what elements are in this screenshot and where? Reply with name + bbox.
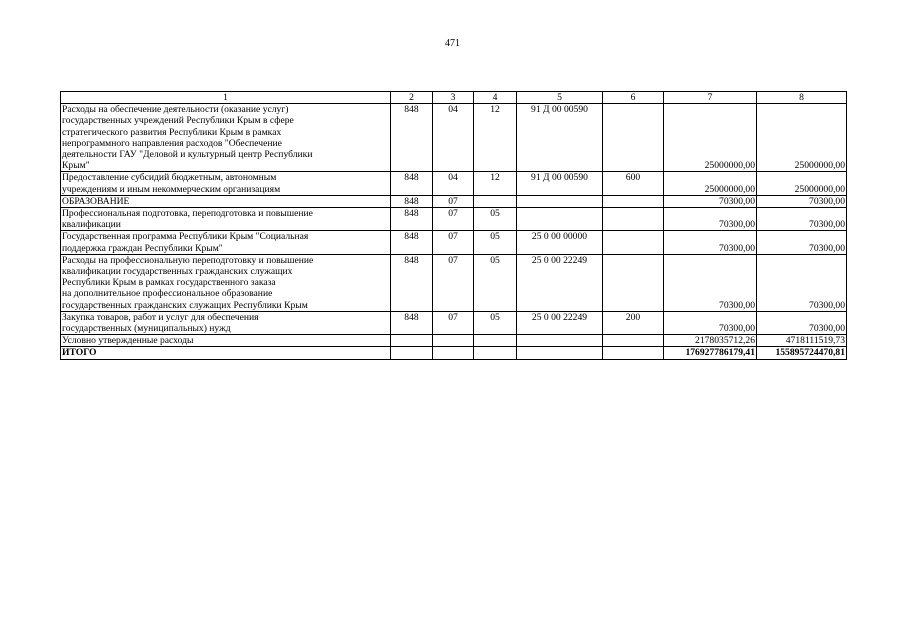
- expense-name-cell: [61, 254, 391, 311]
- section-cell: [433, 347, 474, 359]
- amount-year-1-cell: 25000000,00: [664, 104, 757, 172]
- expense-name-line: квалификации государственных гражданских служащих: [62, 266, 293, 278]
- expense-name-line: Республики Крым в рамках государственного заказа: [62, 277, 276, 289]
- subsection-cell: 12: [474, 104, 517, 172]
- amount-year-1-cell: 70300,00: [664, 231, 757, 254]
- target-article-cell: 25 0 00 22249: [517, 254, 603, 311]
- publisher-code-cell: 848: [391, 195, 433, 207]
- expense-name-cell: [61, 335, 391, 347]
- expense-name-line: стратегического развития Республики Крым в рамках: [62, 126, 282, 138]
- amount-year-2-cell: 25000000,00: [757, 104, 847, 172]
- amount-year-1-cell: 70300,00: [664, 254, 757, 311]
- expense-name-line: государственных гражданских служащих Республики Крым: [62, 299, 308, 311]
- expense-name-line: Расходы на профессиональную переподготовку и повышение: [62, 254, 314, 266]
- column-number-6: 6: [603, 92, 664, 104]
- amount-year-2-cell: 4718111519,73: [757, 335, 847, 347]
- expense-type-cell: [603, 231, 664, 254]
- subsection-cell: 05: [474, 208, 517, 231]
- expense-name-line: ОБРАЗОВАНИЕ: [62, 195, 130, 207]
- expense-name-line: Закупка товаров, работ и услуг для обеспечения: [62, 311, 259, 323]
- target-article-cell: [517, 195, 603, 207]
- table-row: [61, 347, 847, 359]
- section-cell: 07: [433, 195, 474, 207]
- amount-year-2-cell: 70300,00: [757, 311, 847, 334]
- expense-name-line: на дополнительное профессиональное образование: [62, 288, 273, 300]
- amount-year-2-cell: 70300,00: [757, 208, 847, 231]
- expense-type-cell: [603, 104, 664, 172]
- target-article-cell: 91 Д 00 00590: [517, 104, 603, 172]
- target-article-cell: [517, 335, 603, 347]
- table-row: [61, 104, 847, 172]
- table-row: [61, 311, 847, 334]
- expense-type-cell: [603, 208, 664, 231]
- target-article-cell: [517, 347, 603, 359]
- table-row: [61, 172, 847, 195]
- amount-year-2-cell: 70300,00: [757, 254, 847, 311]
- publisher-code-cell: [391, 347, 433, 359]
- budget-table: [60, 91, 847, 360]
- subsection-cell: [474, 195, 517, 207]
- expense-name-line: государственных учреждений Республики Крым в сфере: [62, 115, 294, 127]
- expense-name-cell: [61, 311, 391, 334]
- amount-year-2-cell: 70300,00: [757, 195, 847, 207]
- table-row: [61, 195, 847, 207]
- publisher-code-cell: [391, 335, 433, 347]
- amount-year-1-cell: 25000000,00: [664, 172, 757, 195]
- publisher-code-cell: 848: [391, 208, 433, 231]
- subsection-cell: 05: [474, 311, 517, 334]
- expense-name-line: государственных (муниципальных) нужд: [62, 323, 231, 335]
- column-number-3: 3: [433, 92, 474, 104]
- subsection-cell: [474, 335, 517, 347]
- expense-name-line: Условно утвержденные расходы: [62, 335, 194, 347]
- table-row: [61, 231, 847, 254]
- expense-type-cell: [603, 347, 664, 359]
- amount-year-2-cell: 155895724470,81: [757, 347, 847, 359]
- expense-type-cell: 600: [603, 172, 664, 195]
- column-number-2: 2: [391, 92, 433, 104]
- table-body: [61, 92, 847, 360]
- expense-type-cell: [603, 195, 664, 207]
- publisher-code-cell: 848: [391, 172, 433, 195]
- section-cell: 07: [433, 208, 474, 231]
- subsection-cell: [474, 347, 517, 359]
- amount-year-1-cell: 70300,00: [664, 195, 757, 207]
- column-number-8: 8: [757, 92, 847, 104]
- expense-name-line: Крым": [62, 160, 90, 172]
- section-cell: 07: [433, 254, 474, 311]
- expense-name-cell: [61, 231, 391, 254]
- subsection-cell: 05: [474, 231, 517, 254]
- publisher-code-cell: 848: [391, 254, 433, 311]
- target-article-cell: 25 0 00 22249: [517, 311, 603, 334]
- expense-name-line: поддержка граждан Республики Крым": [62, 242, 223, 254]
- expense-name-cell: [61, 172, 391, 195]
- publisher-code-cell: 848: [391, 231, 433, 254]
- amount-year-2-cell: 70300,00: [757, 231, 847, 254]
- column-number-row: [61, 92, 847, 104]
- column-number-5: 5: [517, 92, 603, 104]
- expense-name-line: квалификации: [62, 219, 121, 231]
- expense-name-cell: [61, 208, 391, 231]
- section-cell: 04: [433, 172, 474, 195]
- publisher-code-cell: 848: [391, 311, 433, 334]
- page-number: 471: [445, 38, 460, 49]
- amount-year-2-cell: 25000000,00: [757, 172, 847, 195]
- publisher-code-cell: 848: [391, 104, 433, 172]
- subsection-cell: 12: [474, 172, 517, 195]
- column-number-7: 7: [664, 92, 757, 104]
- expense-type-cell: [603, 254, 664, 311]
- table-row: [61, 335, 847, 347]
- section-cell: 07: [433, 231, 474, 254]
- amount-year-1-cell: 176927786179,41: [664, 347, 757, 359]
- expense-name-cell: [61, 347, 391, 359]
- column-number-4: 4: [474, 92, 517, 104]
- expense-name-cell: [61, 195, 391, 207]
- section-cell: 04: [433, 104, 474, 172]
- expense-name-line: Предоставление субсидий бюджетным, автономным: [62, 172, 277, 184]
- expense-name-line: учреждениям и иным некоммерческим организациям: [62, 183, 281, 195]
- expense-name-line: Расходы на обеспечение деятельности (оказание услуг): [62, 104, 289, 116]
- amount-year-1-cell: 70300,00: [664, 311, 757, 334]
- subsection-cell: 05: [474, 254, 517, 311]
- expense-name-line: Профессиональная подготовка, переподготовка и повышение: [62, 208, 313, 220]
- table-row: [61, 254, 847, 311]
- target-article-cell: 25 0 00 00000: [517, 231, 603, 254]
- table-row: [61, 208, 847, 231]
- section-cell: 07: [433, 311, 474, 334]
- expense-name-line: деятельности ГАУ "Деловой и культурный центр Республики: [62, 149, 313, 161]
- amount-year-1-cell: 70300,00: [664, 208, 757, 231]
- expense-name-cell: [61, 104, 391, 172]
- expense-type-cell: [603, 335, 664, 347]
- target-article-cell: 91 Д 00 00590: [517, 172, 603, 195]
- column-number-1: 1: [61, 92, 391, 104]
- section-cell: [433, 335, 474, 347]
- target-article-cell: [517, 208, 603, 231]
- expense-type-cell: 200: [603, 311, 664, 334]
- expense-name-line: Государственная программа Республики Крым "Социальная: [62, 231, 309, 243]
- amount-year-1-cell: 2178035712,26: [664, 335, 757, 347]
- expense-name-line: ИТОГО: [62, 347, 97, 359]
- expense-name-line: непрограммного направления расходов "Обеспечение: [62, 137, 282, 149]
